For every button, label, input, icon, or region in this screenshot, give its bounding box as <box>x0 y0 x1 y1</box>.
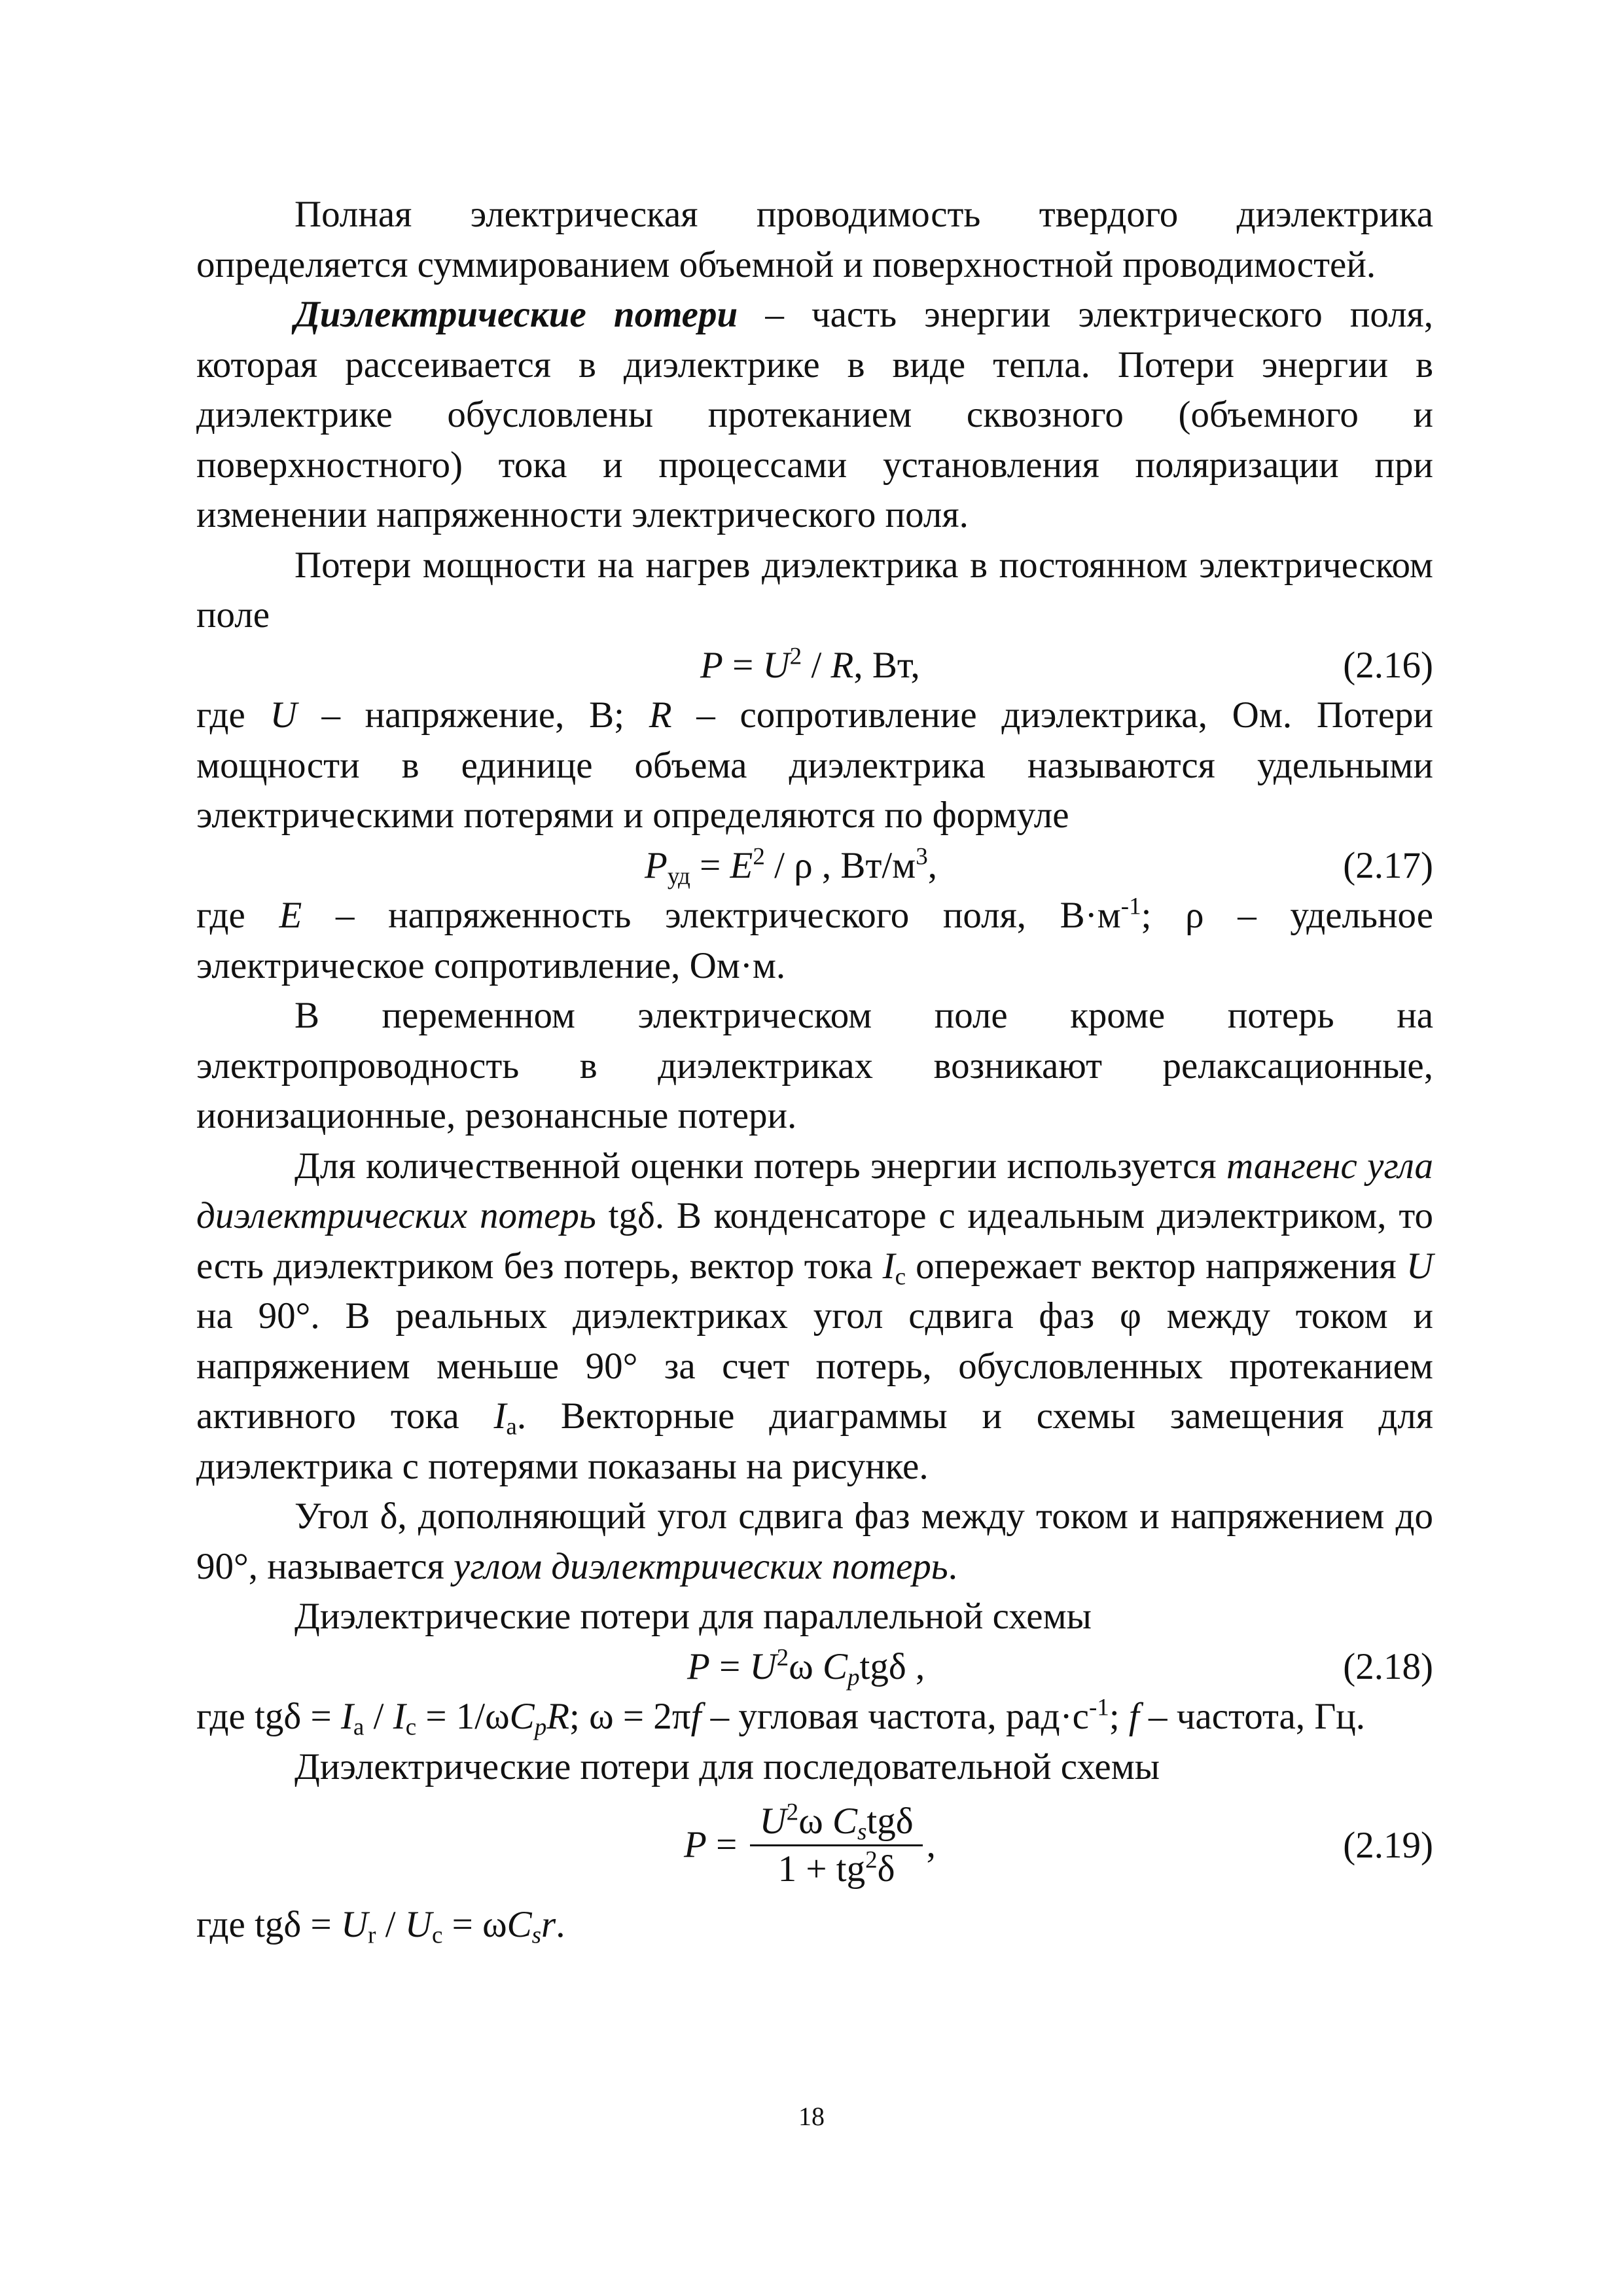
formula-2-19-fraction <box>750 1799 922 1892</box>
paragraph-where-tg-series: где $tg\delta = U_r / U_c = \omega C_sr$. <box>196 1904 565 1949</box>
paragraph-where-u-r: где U – напряжение, В; R – сопротивление диэлектрика, Ом. Потери мощности в единице объема диэлектрика называются удельными электрическими потерями и определяются по формуле <box>196 694 1433 836</box>
paragraph-parallel: Диэлектрические потери для параллельной схемы <box>294 1596 1092 1637</box>
paragraph-tangent: Для количественной оценки потерь энергии используется тангенс угла диэлектрических потерь tgδ. В конденсаторе с идеальным диэлектриком, то есть диэлектриком без потерь, вектор тока $I_c$ опережает вектор напряжения U на 90°. В реальных диэлектриках угол сдвига фаз φ между током и напряжением меньше 90° за счет потерь, обусловленных протеканием активного тока $I_a$. Векторные диаграммы и схемы замещения для диэлектрика с потерями показаны на рисунке. <box>196 1145 1433 1487</box>
paragraph-dielectric-losses: Диэлектрические потери – часть энергии электрического поля, которая рассеивается в диэлектрике в виде тепла. Потери энергии в диэлектрике обусловлены протеканием сквозного (объемного и поверхностного) тока и процессами установления поляризации при изменении напряженности электрического поля. <box>196 294 1433 535</box>
formula-2-16-expression: $P = U^2 / R$, Вт, <box>700 643 920 686</box>
page-body <box>196 190 1433 1950</box>
term-loss-angle: углом диэлектрических потерь <box>454 1545 948 1587</box>
term-tangent: тангенс угла диэлектрических потерь <box>196 1145 1433 1236</box>
page-number: 18 <box>798 2102 825 2131</box>
formula-2-19 <box>196 1792 1433 1900</box>
formula-2-18-expression: $P = U^2\omega$ $C_ptg\delta$ , <box>687 1644 925 1691</box>
paragraph-where-tg-parallel: где $tg\delta = I_a / I_c = 1/\omega C_pR$; ω = 2πf – угловая частота, $рад\cdot с^{-1}$; f – частота, Гц. <box>196 1694 1366 1741</box>
formula-2-17-expression: $P_{уд} = E^2 / \rho$ , $Вт/м^3$, <box>645 843 938 889</box>
formula-2-16 <box>196 641 1433 691</box>
paragraph-power-losses: Потери мощности на нагрев диэлектрика в постоянном электрическом поле <box>196 544 1433 636</box>
formula-2-17-number: (2.17) <box>1343 844 1433 886</box>
paragraph-series: Диэлектрические потери для последовательной схемы <box>294 1746 1160 1787</box>
formula-2-19-numerator: $U^2\omega$ $C_stg\delta$ <box>750 1799 922 1846</box>
formula-2-19-denominator: $1 + tg^2\delta$ <box>777 1846 895 1890</box>
formula-2-18-number: (2.18) <box>1343 1645 1433 1687</box>
term-dielectric-losses: Диэлектрические потери <box>294 294 738 335</box>
paragraph-where-e-rho: где E – напряженность электрического поля, $В\cdot м^{-1}$; ρ – удельное электрическое сопротивление, Ом·м. <box>196 893 1433 986</box>
paragraph-loss-angle: Угол δ, дополняющий угол сдвига фаз между током и напряжением до 90°, называется углом диэлектрических потерь. <box>196 1496 1433 1587</box>
paragraph-ac-losses: В переменном электрическом поле кроме потерь на электропроводность в диэлектриках возникают релаксационные, ионизационные, резонансные потери. <box>196 995 1433 1136</box>
formula-2-19-expression: P = $\frac{U^2\omega C_stg\delta}{1 + tg^2\delta}$ , <box>684 1799 936 1892</box>
formula-2-17 <box>196 841 1433 891</box>
formula-2-16-number: (2.16) <box>1343 644 1433 686</box>
formula-2-19-number: (2.19) <box>1343 1825 1433 1866</box>
formula-2-18 <box>196 1642 1433 1693</box>
paragraph-conductivity: Полная электрическая проводимость твердого диэлектрика определяется суммированием объемной и поверхностной проводимостей. <box>196 194 1433 285</box>
